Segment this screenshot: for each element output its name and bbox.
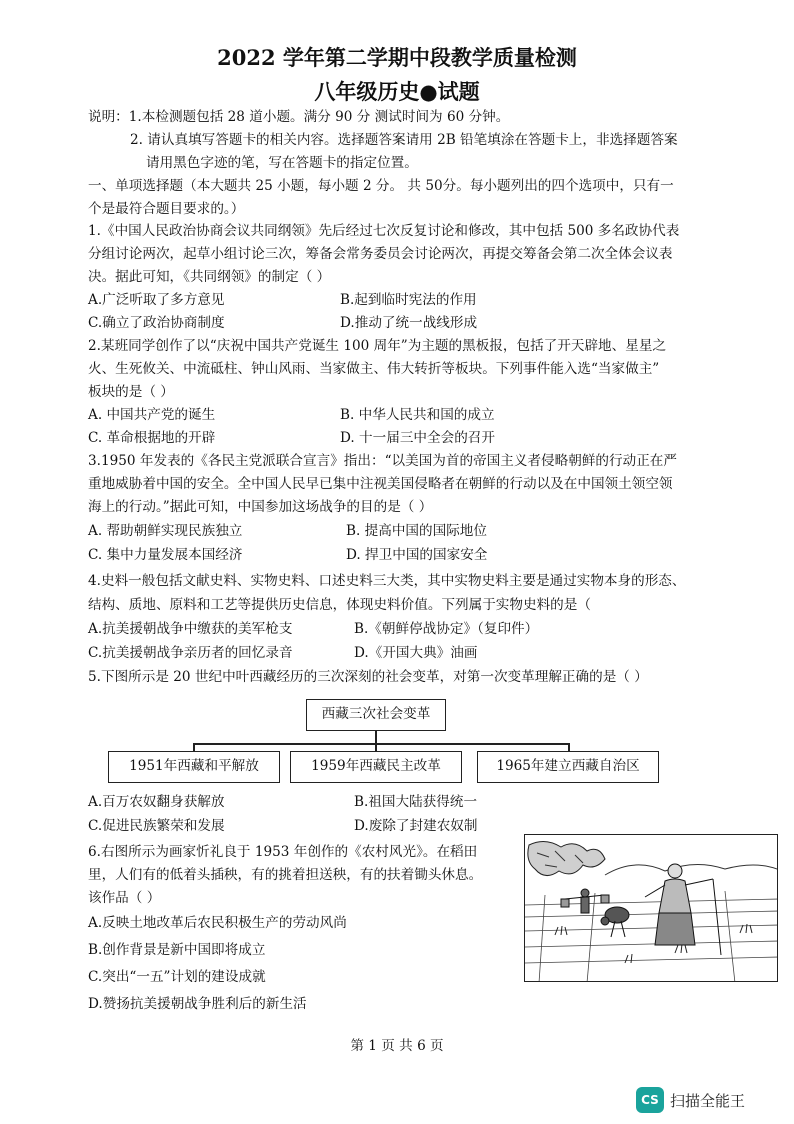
- q1-stem-2: 分组讨论两次，起草小组讨论三次，筹备会常务委员会讨论两次，再提交筹备会第二次全体会议表: [88, 246, 673, 262]
- q2-option-b: B. 中华人民共和国的成立: [340, 407, 495, 423]
- exam-subtitle: 八年级历史●试题: [314, 79, 480, 104]
- diagram-connector: [193, 743, 195, 751]
- q4-stem-2: 结构、质地、原料和工艺等提供历史信息，体现史料价值。下列属于实物史料的是（: [88, 597, 591, 613]
- q2-option-d: D. 十一届三中全会的召开: [340, 430, 495, 446]
- exam-title: 2022 学年第二学期中段教学质量检测: [217, 45, 577, 70]
- diagram-connector: [193, 743, 569, 745]
- q6-option-d: D.赞扬抗美援朝战争胜利后的新生活: [88, 996, 307, 1012]
- q6-option-a: A.反映土地改革后农民积极生产的劳动风尚: [88, 915, 347, 931]
- q3-option-c: C. 集中力量发展本国经济: [88, 547, 243, 563]
- q4-option-b: B.《朝鲜停战协定》（复印件）: [354, 621, 539, 637]
- q3-stem: 3.1950 年发表的《各民主党派联合宣言》指出：“以美国为首的帝国主义者侵略朝鲜的行动正在严: [88, 453, 677, 469]
- q4-option-a: A.抗美援朝战争中缴获的美军枪支: [88, 621, 293, 637]
- diagram-connector: [568, 743, 570, 751]
- diagram-top-box: 西藏三次社会变革: [306, 699, 446, 731]
- q3-stem-2: 重地威胁着中国的安全。全中国人民早已集中注视美国侵略者在朝鲜的行动以及在中国领土领空领: [88, 476, 673, 492]
- diagram-box-1951: 1951年西藏和平解放: [108, 751, 280, 783]
- q2-stem: 2.某班同学创作了以“庆祝中国共产党诞生 100 周年”为主题的黑板报，包括了开天辟地、星星之: [88, 338, 667, 354]
- watermark-text: 扫描全能王: [670, 1091, 746, 1110]
- q3-option-d: D. 捍卫中国的国家安全: [346, 547, 488, 563]
- instruction-2: 2. 请认真填写答题卡的相关内容。选择题答案请用 2B 铅笔填涂在答题卡上，非选择题答案: [130, 132, 678, 148]
- q1-option-d: D.推动了统一战线形成: [340, 315, 478, 331]
- q5-stem: 5.下图所示是 20 世纪中叶西藏经历的三次深刻的社会变革，对第一次变革理解正确的是（ ）: [88, 669, 648, 685]
- scanner-watermark: [636, 1086, 745, 1114]
- q2-option-c: C. 革命根据地的开辟: [88, 430, 216, 446]
- q5-option-b: B.祖国大陆获得统一: [354, 794, 478, 810]
- section-heading-cont: 个是最符合题目要求的。）: [88, 201, 245, 217]
- section-heading: 一、单项选择题（本大题共 25 小题，每小题 2 分。 共 50分。每小题列出的四个选项中，只有一: [88, 178, 674, 194]
- q5-option-d: D.废除了封建农奴制: [354, 818, 478, 834]
- instruction-1: 说明：1.本检测题包括 28 道小题。满分 90 分 测试时间为 60 分钟。: [88, 109, 510, 125]
- diagram-box-1965: 1965年建立西藏自治区: [477, 751, 659, 783]
- q2-stem-2: 火、生死攸关、中流砥柱、钟山风雨、当家做主、伟大转折等板块。下列事件能入选“当家做主”: [88, 361, 660, 377]
- q3-stem-3: 海上的行动。”据此可知，中国参加这场战争的目的是（ ）: [88, 499, 433, 515]
- diagram-box-1959: 1959年西藏民主改革: [290, 751, 462, 783]
- painting-rural-scene: [524, 834, 778, 982]
- q6-stem-2: 里，人们有的低着头插秧，有的挑着担送秧，有的扶着锄头休息。: [88, 867, 483, 883]
- q4-option-c: C.抗美援朝战争亲历者的回忆录音: [88, 645, 293, 661]
- painting-sketch: [525, 835, 778, 982]
- instruction-2-cont: 请用黑色字迹的笔，写在答题卡的指定位置。: [146, 155, 418, 171]
- q6-option-b: B.创作背景是新中国即将成立: [88, 942, 266, 958]
- page-number: 第 1 页 共 6 页: [350, 1038, 444, 1054]
- q4-option-d: D.《开国大典》油画: [354, 645, 478, 661]
- q4-stem: 4.史料一般包括文献史料、实物史料、口述史料三大类，其中实物史料主要是通过实物本身的形态、: [88, 573, 686, 589]
- q2-option-a: A. 中国共产党的诞生: [88, 407, 216, 423]
- q5-option-a: A.百万农奴翻身获解放: [88, 794, 225, 810]
- q1-stem: 1.《中国人民政治协商会议共同纲领》先后经过七次反复讨论和修改，其中包括 500 多名政协代表: [88, 223, 680, 239]
- q3-option-b: B. 提高中国的国际地位: [346, 523, 487, 539]
- q1-stem-3: 决。据此可知，《共同纲领》的制定（ ）: [88, 269, 331, 285]
- q1-option-a: A.广泛听取了多方意见: [88, 292, 225, 308]
- q1-option-b: B.起到临时宪法的作用: [340, 292, 477, 308]
- q1-option-c: C.确立了政治协商制度: [88, 315, 225, 331]
- camscanner-logo-icon: CS: [636, 1087, 664, 1113]
- q3-option-a: A. 帮助朝鲜实现民族独立: [88, 523, 243, 539]
- diagram-connector: [375, 731, 377, 743]
- q2-stem-3: 板块的是（ ）: [88, 384, 174, 400]
- diagram-connector: [375, 743, 377, 751]
- q6-option-c: C.突出“一五”计划的建设成就: [88, 969, 266, 985]
- q6-stem: 6.右图所示为画家忻礼良于 1953 年创作的《农村风光》。在稻田: [88, 844, 478, 860]
- q5-option-c: C.促进民族繁荣和发展: [88, 818, 225, 834]
- q6-stem-3: 该作品（ ）: [88, 890, 161, 906]
